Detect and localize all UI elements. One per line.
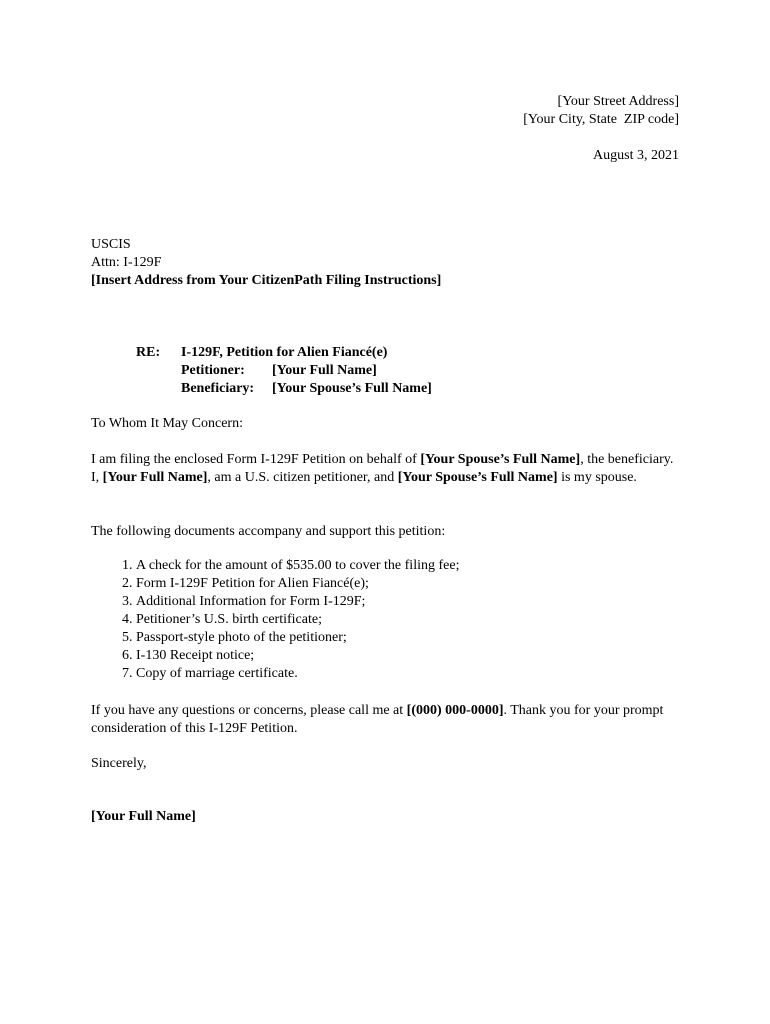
list-item-text: Passport-style photo of the petitioner; (136, 630, 347, 645)
documents-list (91, 557, 459, 683)
recipient-address (91, 236, 441, 290)
intro-spouse-name-1: [Your Spouse’s Full Name] (420, 452, 581, 467)
list-item-text: A check for the amount of $535.00 to cover the filing fee; (136, 558, 460, 573)
signature-name: [Your Full Name] (91, 809, 196, 824)
recipient-line-1: USCIS (91, 237, 131, 252)
letter-date: August 3, 2021 (593, 148, 679, 163)
list-item-text: I-130 Receipt notice; (136, 648, 255, 663)
list-item (91, 629, 459, 647)
sender-address (523, 93, 679, 129)
sender-street: [Your Street Address] (557, 94, 679, 109)
intro-text-4: is my spouse. (557, 470, 637, 485)
intro-text-3: , am a U.S. citizen petitioner, and (207, 470, 398, 485)
list-item-text: Petitioner’s U.S. birth certificate; (136, 612, 322, 627)
re-block (136, 344, 432, 398)
beneficiary-label: Beneficiary: (181, 381, 255, 396)
intro-text-1: I am filing the enclosed Form I-129F Petition on behalf of (91, 452, 421, 467)
contact-paragraph (91, 702, 681, 738)
list-item (91, 611, 459, 629)
list-item (91, 665, 459, 683)
list-item-text: Copy of marriage certificate. (136, 666, 298, 681)
list-item-number: 7. (122, 666, 133, 681)
petitioner-value: [Your Full Name] (272, 363, 377, 378)
list-item (91, 557, 459, 575)
recipient-line-2: Attn: I-129F (91, 255, 162, 270)
intro-text-2: , the beneficiary. I, (91, 452, 674, 485)
beneficiary-value: [Your Spouse’s Full Name] (272, 381, 432, 396)
list-item-number: 5. (122, 630, 133, 645)
re-label: RE: (136, 345, 161, 360)
closing: Sincerely, (91, 756, 147, 771)
documents-intro: The following documents accompany and support this petition: (91, 524, 446, 539)
list-item-number: 3. (122, 594, 133, 609)
list-item-text: Form I-129F Petition for Alien Fiancé(e); (136, 576, 369, 591)
recipient-line-3: [Insert Address from Your CitizenPath Filing Instructions] (91, 273, 442, 288)
intro-spouse-name-2: [Your Spouse’s Full Name] (397, 470, 558, 485)
list-item-number: 1. (122, 558, 133, 573)
re-subject: I-129F, Petition for Alien Fiancé(e) (181, 345, 388, 360)
intro-full-name: [Your Full Name] (102, 470, 208, 485)
list-item (91, 575, 459, 593)
contact-text-2: . Thank you for your prompt consideration of this I-129F Petition. (91, 703, 664, 736)
intro-paragraph (91, 451, 681, 487)
list-item (91, 593, 459, 611)
list-item-text: Additional Information for Form I-129F; (136, 594, 366, 609)
list-item-number: 6. (122, 648, 133, 663)
contact-text-1: If you have any questions or concerns, please call me at (91, 703, 407, 718)
list-item-number: 4. (122, 612, 133, 627)
phone-number: [(000) 000-0000] (406, 703, 504, 718)
salutation: To Whom It May Concern: (91, 416, 243, 431)
list-item-number: 2. (122, 576, 133, 591)
sender-city-state-zip: [Your City, State ZIP code] (523, 112, 679, 127)
petitioner-label: Petitioner: (181, 363, 245, 378)
list-item (91, 647, 459, 665)
